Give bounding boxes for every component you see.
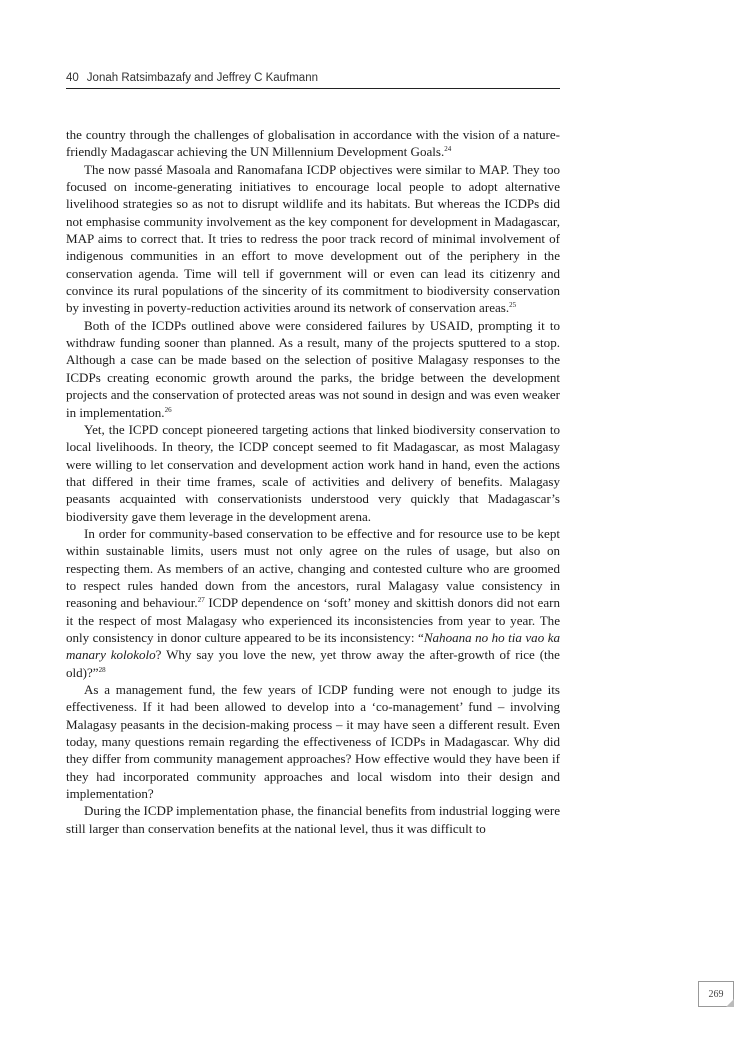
text-run: Both of the ICDPs outlined above were considered failures by USAID, prompting it to withdraw funding sooner than planned. As a result, many of the projects sputtered to a stop. Although a case can be made based on the selection of positive Malagasy responses to the ICDPs creating economic growth around the parks, the bridge between the development projects and the conservation of protected areas was not sound in design and was even weaker in implementation.	[66, 317, 560, 420]
paragraph	[66, 126, 560, 161]
footnote-marker: 27	[197, 596, 205, 605]
footnote-marker: 24	[444, 145, 452, 154]
physical-page-number: 269	[708, 988, 724, 1000]
paragraph	[66, 161, 560, 317]
text-run: the country through the challenges of globalisation in accordance with the vision of a nature-friendly Madagascar achieving the UN Millennium Development Goals.	[66, 127, 560, 160]
body-text	[66, 126, 560, 837]
text-run: ICDP dependence on ‘soft’ money and skittish donors did not earn it the respect of most Malagasy who experienced its inconsistencies from year to year. The only consistency in donor culture appeared to be its inconsistency: “	[66, 595, 561, 645]
paragraph	[66, 525, 560, 681]
footnote-marker: 26	[164, 405, 172, 414]
page-number-tab	[698, 981, 734, 1007]
italic-phrase: Nahoana no ho tia vao ka manary kolokolo	[66, 629, 561, 663]
text-run: Yet, the ICPD concept pioneered targeting actions that linked biodiversity conservation to local livelihoods. In theory, the ICDP concept seemed to fit Madagascar, as most Malagasy were willing to let conservation and development action work hand in hand, even the actions that differed in their time frames, scale of activities and delivery of benefits. Malagasy peasants acquainted with conservationists understood very quickly that Madagascar’s biodiversity gave them leverage in the development arena.	[66, 421, 560, 524]
footnote-marker: 28	[98, 665, 106, 674]
text-run: During the ICDP implementation phase, the financial benefits from industrial logging were still larger than conservation benefits at the national level, thus it was difficult to	[66, 803, 560, 836]
header-page-number: 40	[66, 72, 79, 84]
paragraph	[66, 421, 560, 525]
paragraph	[66, 802, 560, 837]
text-run: As a management fund, the few years of ICDP funding were not enough to judge its effectiveness. If it had been allowed to develop into a ‘co-management’ fund – involving Malagasy peasants in the decision-making process – it may have seen a different result. Even today, many questions remain regarding the effectiveness of ICDPs in Madagascar. Why did they differ from community management approaches? How effective would they have been if they had incorporated community approaches and local wisdom into their design and implementation?	[66, 682, 560, 802]
paragraph	[66, 317, 560, 421]
text-run: ? Why say you love the new, yet throw away the after-growth of rice (the old)?”	[66, 647, 560, 680]
paragraph	[66, 681, 560, 802]
footnote-marker: 25	[509, 301, 517, 310]
header-authors: Jonah Ratsimbazafy and Jeffrey C Kaufmann	[86, 72, 318, 84]
text-run: In order for community-based conservation to be effective and for resource use to be kept within sustainable limits, users must not only agree on the rules of usage, but also on respecting them. As members of an active, changing and contested culture who are groomed to respect rules handed down from the ancestors, rural Malagasy value consistency in reasoning and behaviour.	[66, 525, 560, 611]
text-run: The now passé Masoala and Ranomafana ICDP objectives were similar to MAP. They too focused on income-generating initiatives to encourage local people to adopt alternative livelihood strategies so as not to disrupt wildlife and its habitats. But whereas the ICDPs did not emphasise community involvement as the key component for development in Madagascar, MAP aims to correct that. It tries to redress the poor track record of minimal involvement of indigenous communities in an effort to move development out of the periphery in the conservation agenda. Time will tell if government will or even can lead its citizenry and convince its rural populations of the sincerity of its commitment to biodiversity conservation by investing in poverty-reduction activities around its network of conservation areas.	[66, 161, 560, 316]
running-header	[66, 72, 560, 89]
